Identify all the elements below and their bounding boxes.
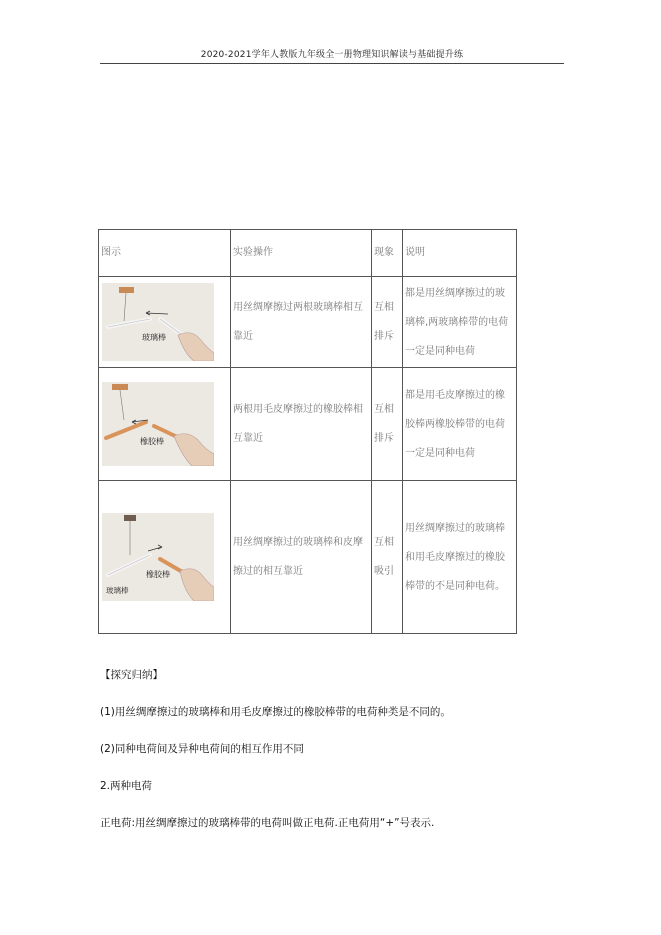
- operation-cell: 用丝绸摩擦过两根玻璃棒相互靠近: [231, 277, 372, 368]
- summary-point-2: (2)同种电荷间及异种电荷间的相互作用不同: [100, 743, 304, 755]
- phenomenon-cell: 互相排斥: [372, 277, 403, 368]
- explanation-cell: 用丝绸摩擦过的玻璃棒和用毛皮摩擦过的橡胶棒带的不是同种电荷。: [403, 481, 517, 634]
- table-row: [99, 277, 517, 368]
- col-header-operation: 实验操作: [231, 230, 372, 277]
- rod-label: 橡胶棒: [146, 570, 170, 579]
- explanation-cell: 都是用毛皮摩擦过的橡胶棒两橡胶棒带的电荷一定是同种电荷: [403, 368, 517, 481]
- col-header-phenomenon: 现象: [372, 230, 403, 277]
- page-header: 2020-2021学年人教版九年级全一册物理知识解读与基础提升练: [200, 50, 464, 60]
- col-header-explanation: 说明: [403, 230, 517, 277]
- phenomenon-cell: 互相排斥: [372, 368, 403, 481]
- operation-cell: 用丝绸摩擦过的玻璃棒和皮摩擦过的相互靠近: [231, 481, 372, 634]
- positive-charge-definition: 正电荷:用丝绸摩擦过的玻璃棒带的电荷叫做正电荷.正电荷用“+”号表示.: [100, 817, 435, 829]
- rubber-rods-illustration: [102, 382, 214, 466]
- diagram-cell: [99, 277, 231, 368]
- phenomenon-cell: 互相吸引: [372, 481, 403, 634]
- col-header-diagram: 图示: [99, 230, 231, 277]
- rod-label: 橡胶棒: [140, 437, 164, 446]
- explanation-cell: 都是用丝绸摩擦过的玻璃棒,两玻璃棒带的电荷一定是同种电荷: [403, 277, 517, 368]
- glass-rods-illustration: [102, 283, 214, 361]
- rod-label: 玻璃棒: [142, 333, 166, 342]
- experiment-table: [98, 229, 517, 634]
- table-row: [99, 481, 517, 634]
- summary-heading: 【探究归纳】: [100, 669, 163, 681]
- operation-cell: 两根用毛皮摩擦过的橡胶棒相互靠近: [231, 368, 372, 481]
- table-header-row: [99, 230, 517, 277]
- summary-point-1: (1)用丝绸摩擦过的玻璃棒和用毛皮摩擦过的橡胶棒带的电荷种类是不同的。: [100, 706, 451, 718]
- section-heading: 2.两种电荷: [100, 780, 153, 792]
- diagram-cell: [99, 368, 231, 481]
- table-row: [99, 368, 517, 481]
- header-rule: [100, 63, 564, 64]
- rod-label: 玻璃棒: [106, 586, 129, 595]
- diagram-cell: [99, 481, 231, 634]
- glass-rubber-rods-illustration: [102, 513, 214, 601]
